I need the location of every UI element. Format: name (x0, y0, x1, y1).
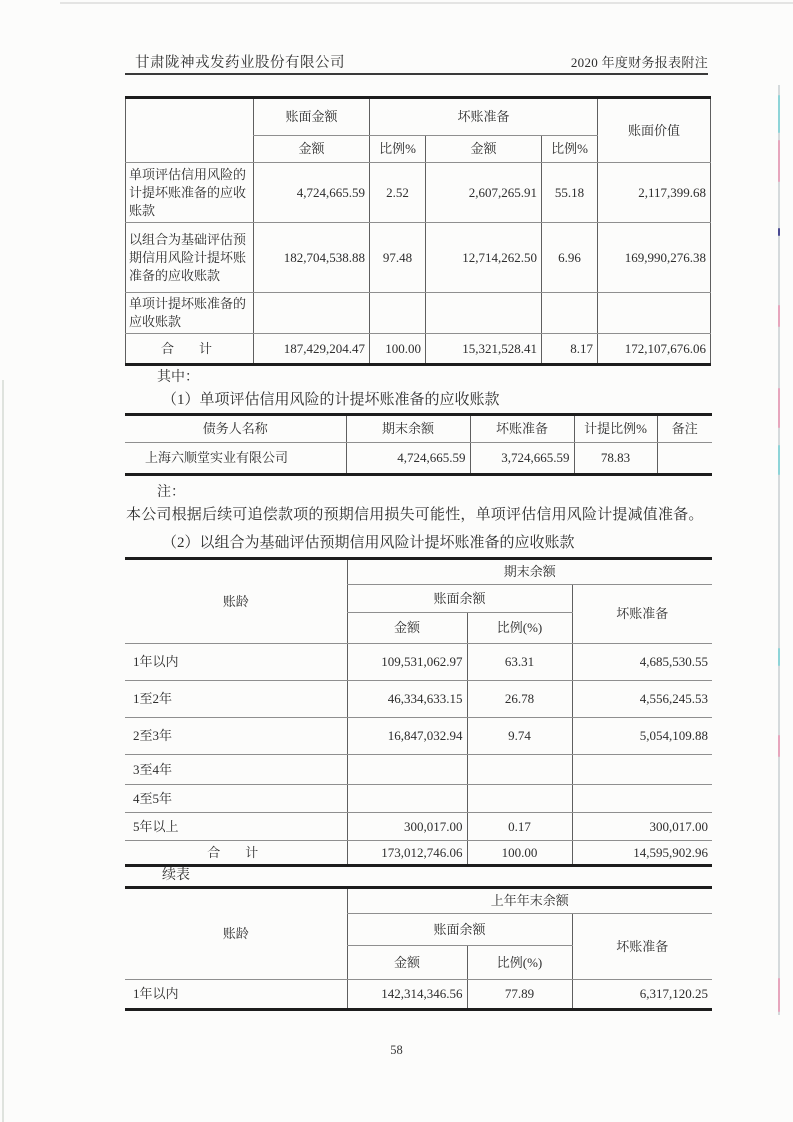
ratio-cell (467, 785, 572, 813)
ratio-cell: 2.52 (370, 163, 426, 223)
table-row (125, 785, 712, 813)
ageing-band-label: 3至4年 (125, 755, 347, 785)
ratio-cell: 63.31 (467, 644, 572, 681)
ratio-cell: 8.17 (542, 334, 598, 365)
ageing-table-current (125, 557, 712, 867)
scan-mark-pink (778, 140, 780, 182)
amount-cell: 3,724,665.59 (470, 443, 574, 475)
bad-debt-provision-header: 坏账准备 (370, 98, 598, 136)
table-header-row (125, 559, 712, 585)
ratio-cell: 100.00 (370, 334, 426, 365)
note-label: 注： (157, 485, 185, 500)
amount-cell: 15,321,528.41 (426, 334, 542, 365)
ratio-cell: 97.48 (370, 223, 426, 293)
table-row (125, 718, 712, 755)
remark-cell (657, 443, 712, 475)
amount-cell: 173,012,746.06 (347, 841, 467, 866)
provision-header: 坏账准备 (572, 585, 712, 644)
provision-header: 坏账准备 (572, 914, 712, 980)
table-header-row (125, 415, 712, 443)
table-header-row (126, 98, 711, 136)
amount-cell: 169,990,276.38 (598, 223, 711, 293)
ageing-header: 账龄 (125, 888, 347, 980)
scan-edge-top (60, 2, 793, 4)
provision-cell: 14,595,902.96 (572, 841, 712, 866)
book-amount-header: 账面金额 (254, 98, 370, 136)
ratio-subheader: 比例(%) (467, 613, 572, 644)
ageing-band-label: 1至2年 (125, 681, 347, 718)
amount-cell: 4,724,665.59 (346, 443, 470, 475)
table-header-row (125, 888, 712, 914)
table-row (125, 813, 712, 841)
provision-header: 坏账准备 (470, 415, 574, 443)
scan-edge-left (2, 380, 4, 1122)
debtor-table (125, 413, 712, 476)
company-name: 甘肃陇神戎发药业股份有限公司 (135, 55, 345, 71)
amount-subheader: 金额 (254, 136, 370, 163)
debtor-name-header: 债务人名称 (125, 415, 346, 443)
provision-cell: 300,017.00 (572, 813, 712, 841)
provision-cell: 4,685,530.55 (572, 644, 712, 681)
ageing-header: 账龄 (125, 559, 347, 644)
provision-cell: 6,317,120.25 (572, 980, 712, 1010)
provision-cell (572, 755, 712, 785)
total-label: 合 计 (126, 334, 254, 365)
ageing-band-label: 5年以上 (125, 813, 347, 841)
amount-cell: 187,429,204.47 (254, 334, 370, 365)
row-label: 以组合为基础评估预期信用风险计提坏账准备的应收账款 (126, 223, 254, 293)
scan-mark-cyan (778, 445, 780, 475)
table-row (125, 644, 712, 681)
scan-mark-pink (778, 305, 780, 327)
ratio-cell: 100.00 (467, 841, 572, 866)
ratio-cell: 6.96 (542, 223, 598, 293)
ratio-cell (370, 293, 426, 334)
amount-cell: 300,017.00 (347, 813, 467, 841)
amount-cell: 4,724,665.59 (254, 163, 370, 223)
closing-balance-header: 期末余额 (346, 415, 470, 443)
carrying-amount-header: 账面余额 (347, 914, 572, 946)
scan-edge-right (778, 85, 780, 1015)
ratio-cell (542, 293, 598, 334)
book-value-header: 账面价值 (598, 98, 711, 163)
ratio-subheader: 比例(%) (467, 946, 572, 980)
item1-heading: （1）单项评估信用风险的计提坏账准备的应收账款 (162, 392, 500, 408)
ratio-cell: 78.83 (574, 443, 657, 475)
table-row (126, 293, 711, 334)
amount-subheader: 金额 (347, 613, 467, 644)
header-rule (125, 73, 708, 75)
amount-cell (347, 755, 467, 785)
row-label: 单项评估信用风险的计提坏账准备的应收账款 (126, 163, 254, 223)
table-total-row (125, 841, 712, 866)
amount-cell: 2,607,265.91 (426, 163, 542, 223)
continued-table-label: 续表 (162, 868, 190, 883)
row-label: 单项计提坏账准备的应收账款 (126, 293, 254, 334)
amount-cell (598, 293, 711, 334)
table-row (126, 223, 711, 293)
amount-cell: 142,314,346.56 (347, 980, 467, 1010)
scan-mark-cyan (778, 95, 780, 133)
table-row (125, 980, 712, 1010)
amount-cell: 46,334,633.15 (347, 681, 467, 718)
amount-cell (426, 293, 542, 334)
note-text: 本公司根据后续可追偿款项的预期信用损失可能性，单项评估信用风险计提减值准备。 (126, 507, 704, 523)
ratio-cell: 26.78 (467, 681, 572, 718)
amount-cell: 182,704,538.88 (254, 223, 370, 293)
scan-mark-pink (778, 735, 780, 757)
remark-header: 备注 (657, 415, 712, 443)
ratio-subheader: 比例% (370, 136, 426, 163)
provision-ratio-header: 计提比例% (574, 415, 657, 443)
amount-subheader: 金额 (426, 136, 542, 163)
amount-cell: 16,847,032.94 (347, 718, 467, 755)
table-row (125, 755, 712, 785)
ratio-cell: 9.74 (467, 718, 572, 755)
scan-mark-navy (778, 228, 780, 236)
carrying-amount-header: 账面余额 (347, 585, 572, 613)
ageing-band-label: 1年以内 (125, 644, 347, 681)
prior-year-balance-header: 上年年末余额 (347, 888, 712, 914)
ageing-band-label: 1年以内 (125, 980, 347, 1010)
closing-balance-header: 期末余额 (347, 559, 712, 585)
ratio-cell (467, 755, 572, 785)
table-total-row (126, 334, 711, 365)
qizhong-label: 其中： (157, 370, 199, 385)
provision-cell: 5,054,109.88 (572, 718, 712, 755)
report-title: 2020 年度财务报表附注 (570, 55, 708, 70)
scan-mark-pink (778, 388, 780, 428)
ageing-band-label: 4至5年 (125, 785, 347, 813)
ratio-subheader: 比例% (542, 136, 598, 163)
receivables-category-table (125, 96, 711, 366)
table-row (125, 681, 712, 718)
ageing-table-prior (125, 886, 712, 1011)
ageing-band-label: 2至3年 (125, 718, 347, 755)
table-row (125, 443, 712, 475)
amount-cell: 12,714,262.50 (426, 223, 542, 293)
debtor-name-cell: 上海六顺堂实业有限公司 (125, 443, 346, 475)
amount-cell: 109,531,062.97 (347, 644, 467, 681)
ratio-cell: 55.18 (542, 163, 598, 223)
provision-cell: 4,556,245.53 (572, 681, 712, 718)
amount-cell (347, 785, 467, 813)
ratio-cell: 77.89 (467, 980, 572, 1010)
blank-header-cell (126, 98, 254, 163)
amount-cell: 172,107,676.06 (598, 334, 711, 365)
scan-mark-pink (778, 978, 780, 1012)
provision-cell (572, 785, 712, 813)
item2-heading: （2）以组合为基础评估预期信用风险计提坏账准备的应收账款 (162, 535, 575, 551)
amount-cell: 2,117,399.68 (598, 163, 711, 223)
amount-subheader: 金额 (347, 946, 467, 980)
table-row (126, 163, 711, 223)
ratio-cell: 0.17 (467, 813, 572, 841)
total-label: 合 计 (125, 841, 347, 866)
scan-mark-cyan (778, 648, 780, 666)
page-number: 58 (390, 1043, 403, 1057)
amount-cell (254, 293, 370, 334)
